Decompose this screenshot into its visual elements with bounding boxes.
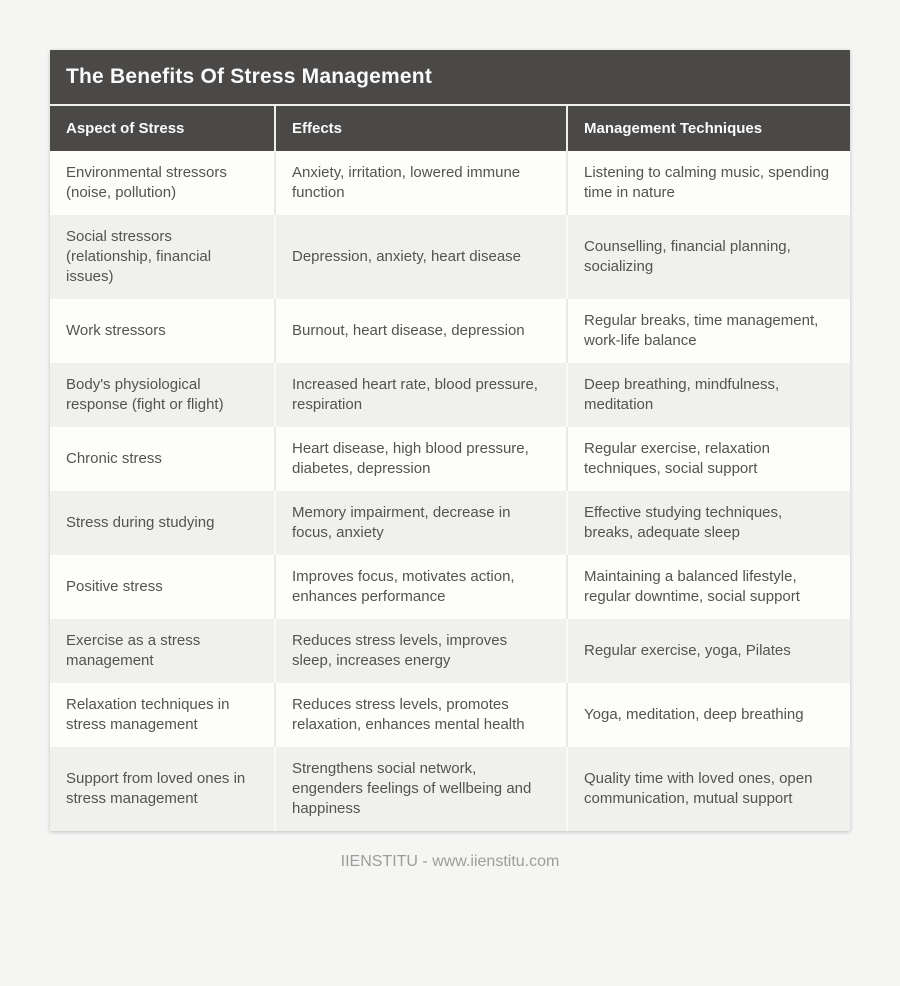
column-header-aspect: Aspect of Stress bbox=[50, 106, 275, 151]
table-row bbox=[50, 619, 850, 683]
table-row bbox=[50, 363, 850, 427]
cell-techniques: Quality time with loved ones, open communication, mutual support bbox=[567, 747, 850, 831]
cell-effects: Memory impairment, decrease in focus, anxiety bbox=[275, 491, 567, 555]
cell-effects: Reduces stress levels, promotes relaxation, enhances mental health bbox=[275, 683, 567, 747]
cell-effects: Reduces stress levels, improves sleep, increases energy bbox=[275, 619, 567, 683]
cell-techniques: Maintaining a balanced lifestyle, regular downtime, social support bbox=[567, 555, 850, 619]
cell-effects: Depression, anxiety, heart disease bbox=[275, 215, 567, 299]
cell-aspect: Exercise as a stress management bbox=[50, 619, 275, 683]
cell-aspect: Stress during studying bbox=[50, 491, 275, 555]
cell-techniques: Yoga, meditation, deep breathing bbox=[567, 683, 850, 747]
table-header bbox=[50, 106, 850, 151]
table-row bbox=[50, 299, 850, 363]
stress-table-card bbox=[50, 50, 850, 831]
table-row bbox=[50, 215, 850, 299]
cell-techniques: Listening to calming music, spending time in nature bbox=[567, 151, 850, 215]
table-row bbox=[50, 683, 850, 747]
cell-aspect: Positive stress bbox=[50, 555, 275, 619]
column-header-techniques: Management Techniques bbox=[567, 106, 850, 151]
cell-effects: Burnout, heart disease, depression bbox=[275, 299, 567, 363]
cell-aspect: Environmental stressors (noise, pollution) bbox=[50, 151, 275, 215]
table-row bbox=[50, 555, 850, 619]
cell-aspect: Relaxation techniques in stress management bbox=[50, 683, 275, 747]
cell-effects: Increased heart rate, blood pressure, respiration bbox=[275, 363, 567, 427]
header-row bbox=[50, 106, 850, 151]
cell-techniques: Regular breaks, time management, work-life balance bbox=[567, 299, 850, 363]
cell-effects: Improves focus, motivates action, enhances performance bbox=[275, 555, 567, 619]
cell-aspect: Social stressors (relationship, financial issues) bbox=[50, 215, 275, 299]
cell-effects: Strengthens social network, engenders feelings of wellbeing and happiness bbox=[275, 747, 567, 831]
column-header-effects: Effects bbox=[275, 106, 567, 151]
table-row bbox=[50, 491, 850, 555]
table-title-bar bbox=[50, 50, 850, 106]
cell-aspect: Body's physiological response (fight or flight) bbox=[50, 363, 275, 427]
cell-effects: Anxiety, irritation, lowered immune function bbox=[275, 151, 567, 215]
cell-techniques: Regular exercise, yoga, Pilates bbox=[567, 619, 850, 683]
table-row bbox=[50, 747, 850, 831]
table-row bbox=[50, 151, 850, 215]
table-title: The Benefits Of Stress Management bbox=[66, 65, 433, 88]
cell-effects: Heart disease, high blood pressure, diabetes, depression bbox=[275, 427, 567, 491]
cell-techniques: Effective studying techniques, breaks, adequate sleep bbox=[567, 491, 850, 555]
cell-aspect: Support from loved ones in stress management bbox=[50, 747, 275, 831]
table-row bbox=[50, 427, 850, 491]
cell-techniques: Deep breathing, mindfulness, meditation bbox=[567, 363, 850, 427]
cell-aspect: Chronic stress bbox=[50, 427, 275, 491]
cell-aspect: Work stressors bbox=[50, 299, 275, 363]
footer-credit: IIENSTITU - www.iienstitu.com bbox=[340, 853, 560, 870]
stress-table bbox=[50, 106, 850, 831]
cell-techniques: Counselling, financial planning, socializing bbox=[567, 215, 850, 299]
table-body bbox=[50, 151, 850, 831]
footer bbox=[50, 831, 850, 897]
cell-techniques: Regular exercise, relaxation techniques, social support bbox=[567, 427, 850, 491]
